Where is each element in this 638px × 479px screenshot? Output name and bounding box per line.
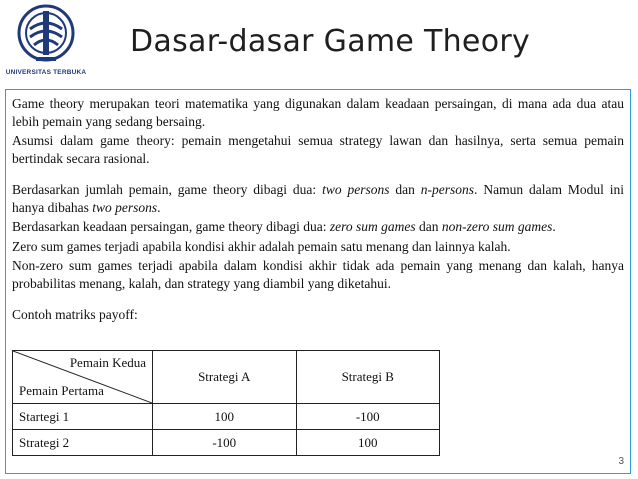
row-label: Startegi 1 <box>13 404 153 430</box>
column-player-label: Pemain Kedua <box>69 355 146 370</box>
paragraph-competition: Berdasarkan keadaan persaingan, game theory dibagi dua: zero sum games dan non-zero sum games. <box>12 219 556 234</box>
payoff-cell: 100 <box>153 404 297 430</box>
payoff-cell: -100 <box>296 404 440 430</box>
column-header: Strategi A <box>153 351 297 404</box>
payoff-cell: 100 <box>296 430 440 456</box>
table-row <box>13 430 440 456</box>
paragraph-assumption: Asumsi dalam game theory: pemain mengetahui semua strategy lawan dan hasilnya, serta semua pemain bertindak secara rasional. <box>12 133 624 166</box>
logo-emblem-icon <box>16 3 76 67</box>
page-number: 3 <box>618 456 624 467</box>
university-logo <box>3 3 89 81</box>
column-header: Strategi B <box>296 351 440 404</box>
row-player-label: Pemain Pertama <box>19 383 104 398</box>
table-row <box>13 404 440 430</box>
paragraph-definition: Game theory merupakan teori matematika yang digunakan dalam keadaan persaingan, di mana ada dua atau lebih pemain yang sedang bersaing. <box>12 96 624 129</box>
payoff-matrix-table <box>12 350 440 456</box>
paragraph-players: Berdasarkan jumlah pemain, game theory dibagi dua: two persons dan n-persons. Namun dalam Modul ini hanya dibahas two persons. <box>12 182 625 215</box>
row-label: Strategi 2 <box>13 430 153 456</box>
table-header-row <box>13 351 440 404</box>
logo-caption: UNIVERSITAS TERBUKA <box>5 69 87 76</box>
paragraph-payoff-intro: Contoh matriks payoff: <box>12 307 138 322</box>
slide-title: Dasar-dasar Game Theory <box>130 24 531 59</box>
corner-header-cell <box>13 351 153 404</box>
payoff-cell: -100 <box>153 430 297 456</box>
paragraph-non-zero-sum: Non-zero sum games terjadi apabila dalam kondisi akhir tidak ada pemain yang menang dan kalah, hanya probabilitas menang, kalah, dan strategy yang diambil yang diketahui. <box>12 258 624 291</box>
paragraph-zero-sum: Zero sum games terjadi apabila kondisi akhir adalah pemain satu menang dan lainnya kalah. <box>12 238 511 254</box>
slide-content <box>12 95 624 326</box>
